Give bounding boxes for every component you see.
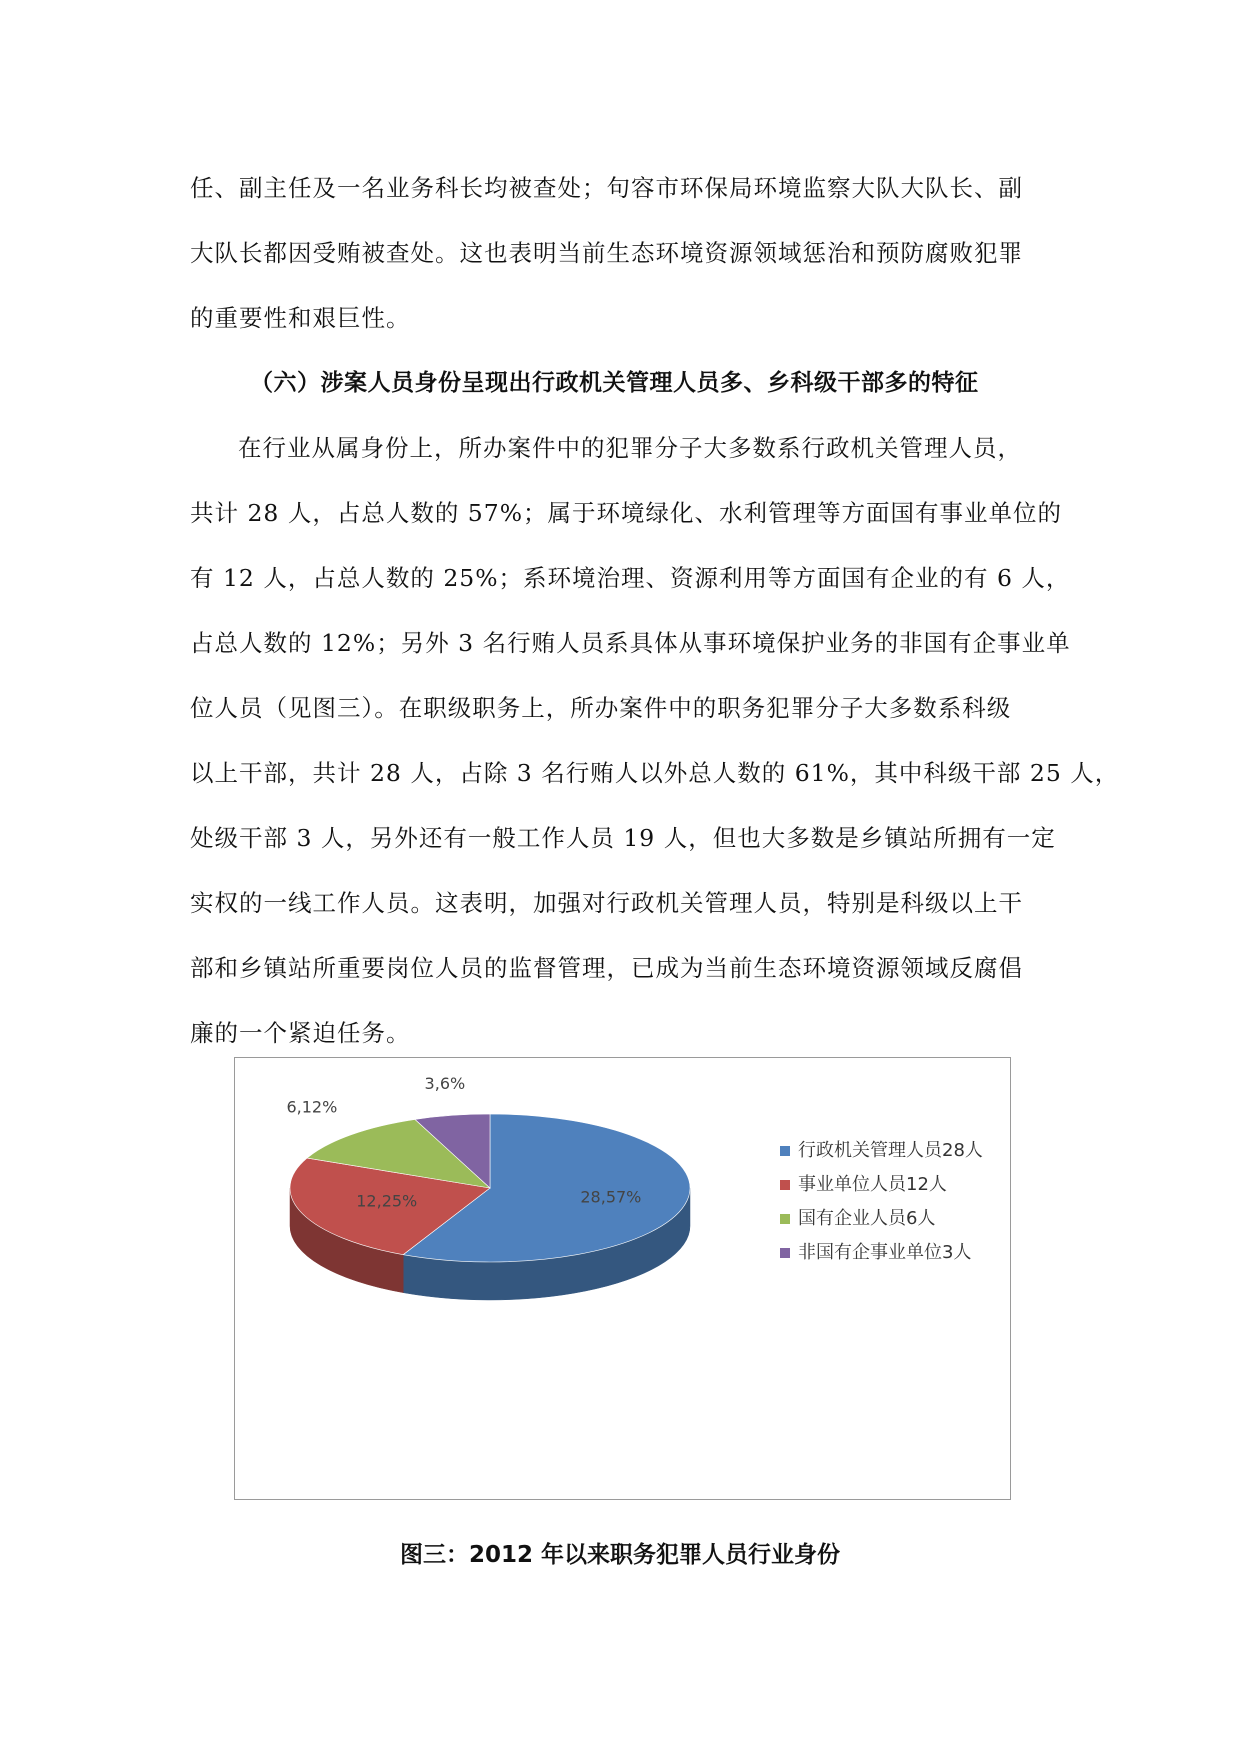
body-line-9: 部和乡镇站所重要岗位人员的监督管理，已成为当前生态环境资源领域反腐倡	[190, 954, 1023, 982]
data-label-3: 6,12%	[286, 1097, 338, 1117]
body-line-5: 位人员（见图三）。在职级职务上，所办案件中的职务犯罪分子大多数系科级	[190, 694, 1012, 722]
legend-swatch-2	[780, 1180, 790, 1190]
legend-label-2: 事业单位人员12人	[798, 1174, 947, 1195]
section-heading: （六）涉案人员身份呈现出行政机关管理人员多、乡科级干部多的特征	[250, 370, 979, 396]
body-line-4: 占总人数的 12%；另外 3 名行贿人员系具体从事环境保护业务的非国有企事业单	[190, 629, 1071, 657]
figure-caption: 图三：2012 年以来职务犯罪人员行业身份	[399, 1542, 841, 1568]
body-line-7: 处级干部 3 人，另外还有一般工作人员 19 人，但也大多数是乡镇站所拥有一定	[190, 824, 1056, 852]
chart-legend	[780, 1140, 983, 1263]
pie-chart-frame	[234, 1057, 1011, 1500]
data-label-1: 28,57%	[580, 1187, 642, 1207]
body-line-6: 以上干部，共计 28 人，占除 3 名行贿人以外总人数的 61%，其中科级干部 25 人，	[190, 759, 1120, 787]
body-line-3: 有 12 人，占总人数的 25%；系环境治理、资源利用等方面国有企业的有 6 人，	[190, 564, 1071, 592]
legend-label-3: 国有企业人员6人	[798, 1208, 936, 1229]
body-line-8: 实权的一线工作人员。这表明，加强对行政机关管理人员，特别是科级以上干	[190, 889, 1023, 917]
legend-swatch-3	[780, 1214, 790, 1224]
legend-label-1: 行政机关管理人员28人	[798, 1140, 983, 1161]
body-line-10: 廉的一个紧迫任务。	[190, 1019, 411, 1047]
legend-label-4: 非国有企事业单位3人	[798, 1242, 972, 1263]
legend-swatch-4	[780, 1248, 790, 1258]
intro-line-3: 的重要性和艰巨性。	[190, 304, 411, 332]
legend-swatch-1	[780, 1146, 790, 1156]
intro-line-1: 任、副主任及一名业务科长均被查处；句容市环保局环境监察大队大队长、副	[190, 174, 1023, 202]
body-line-2: 共计 28 人，占总人数的 57%；属于环境绿化、水利管理等方面国有事业单位的	[190, 499, 1063, 527]
data-label-2: 12,25%	[356, 1191, 418, 1211]
data-label-4: 3,6%	[424, 1073, 466, 1093]
body-line-1: 在行业从属身份上，所办案件中的犯罪分子大多数系行政机关管理人员，	[238, 434, 1022, 462]
pie-chart	[235, 1058, 1010, 1499]
intro-line-2: 大队长都因受贿被查处。这也表明当前生态环境资源领域惩治和预防腐败犯罪	[190, 239, 1023, 267]
